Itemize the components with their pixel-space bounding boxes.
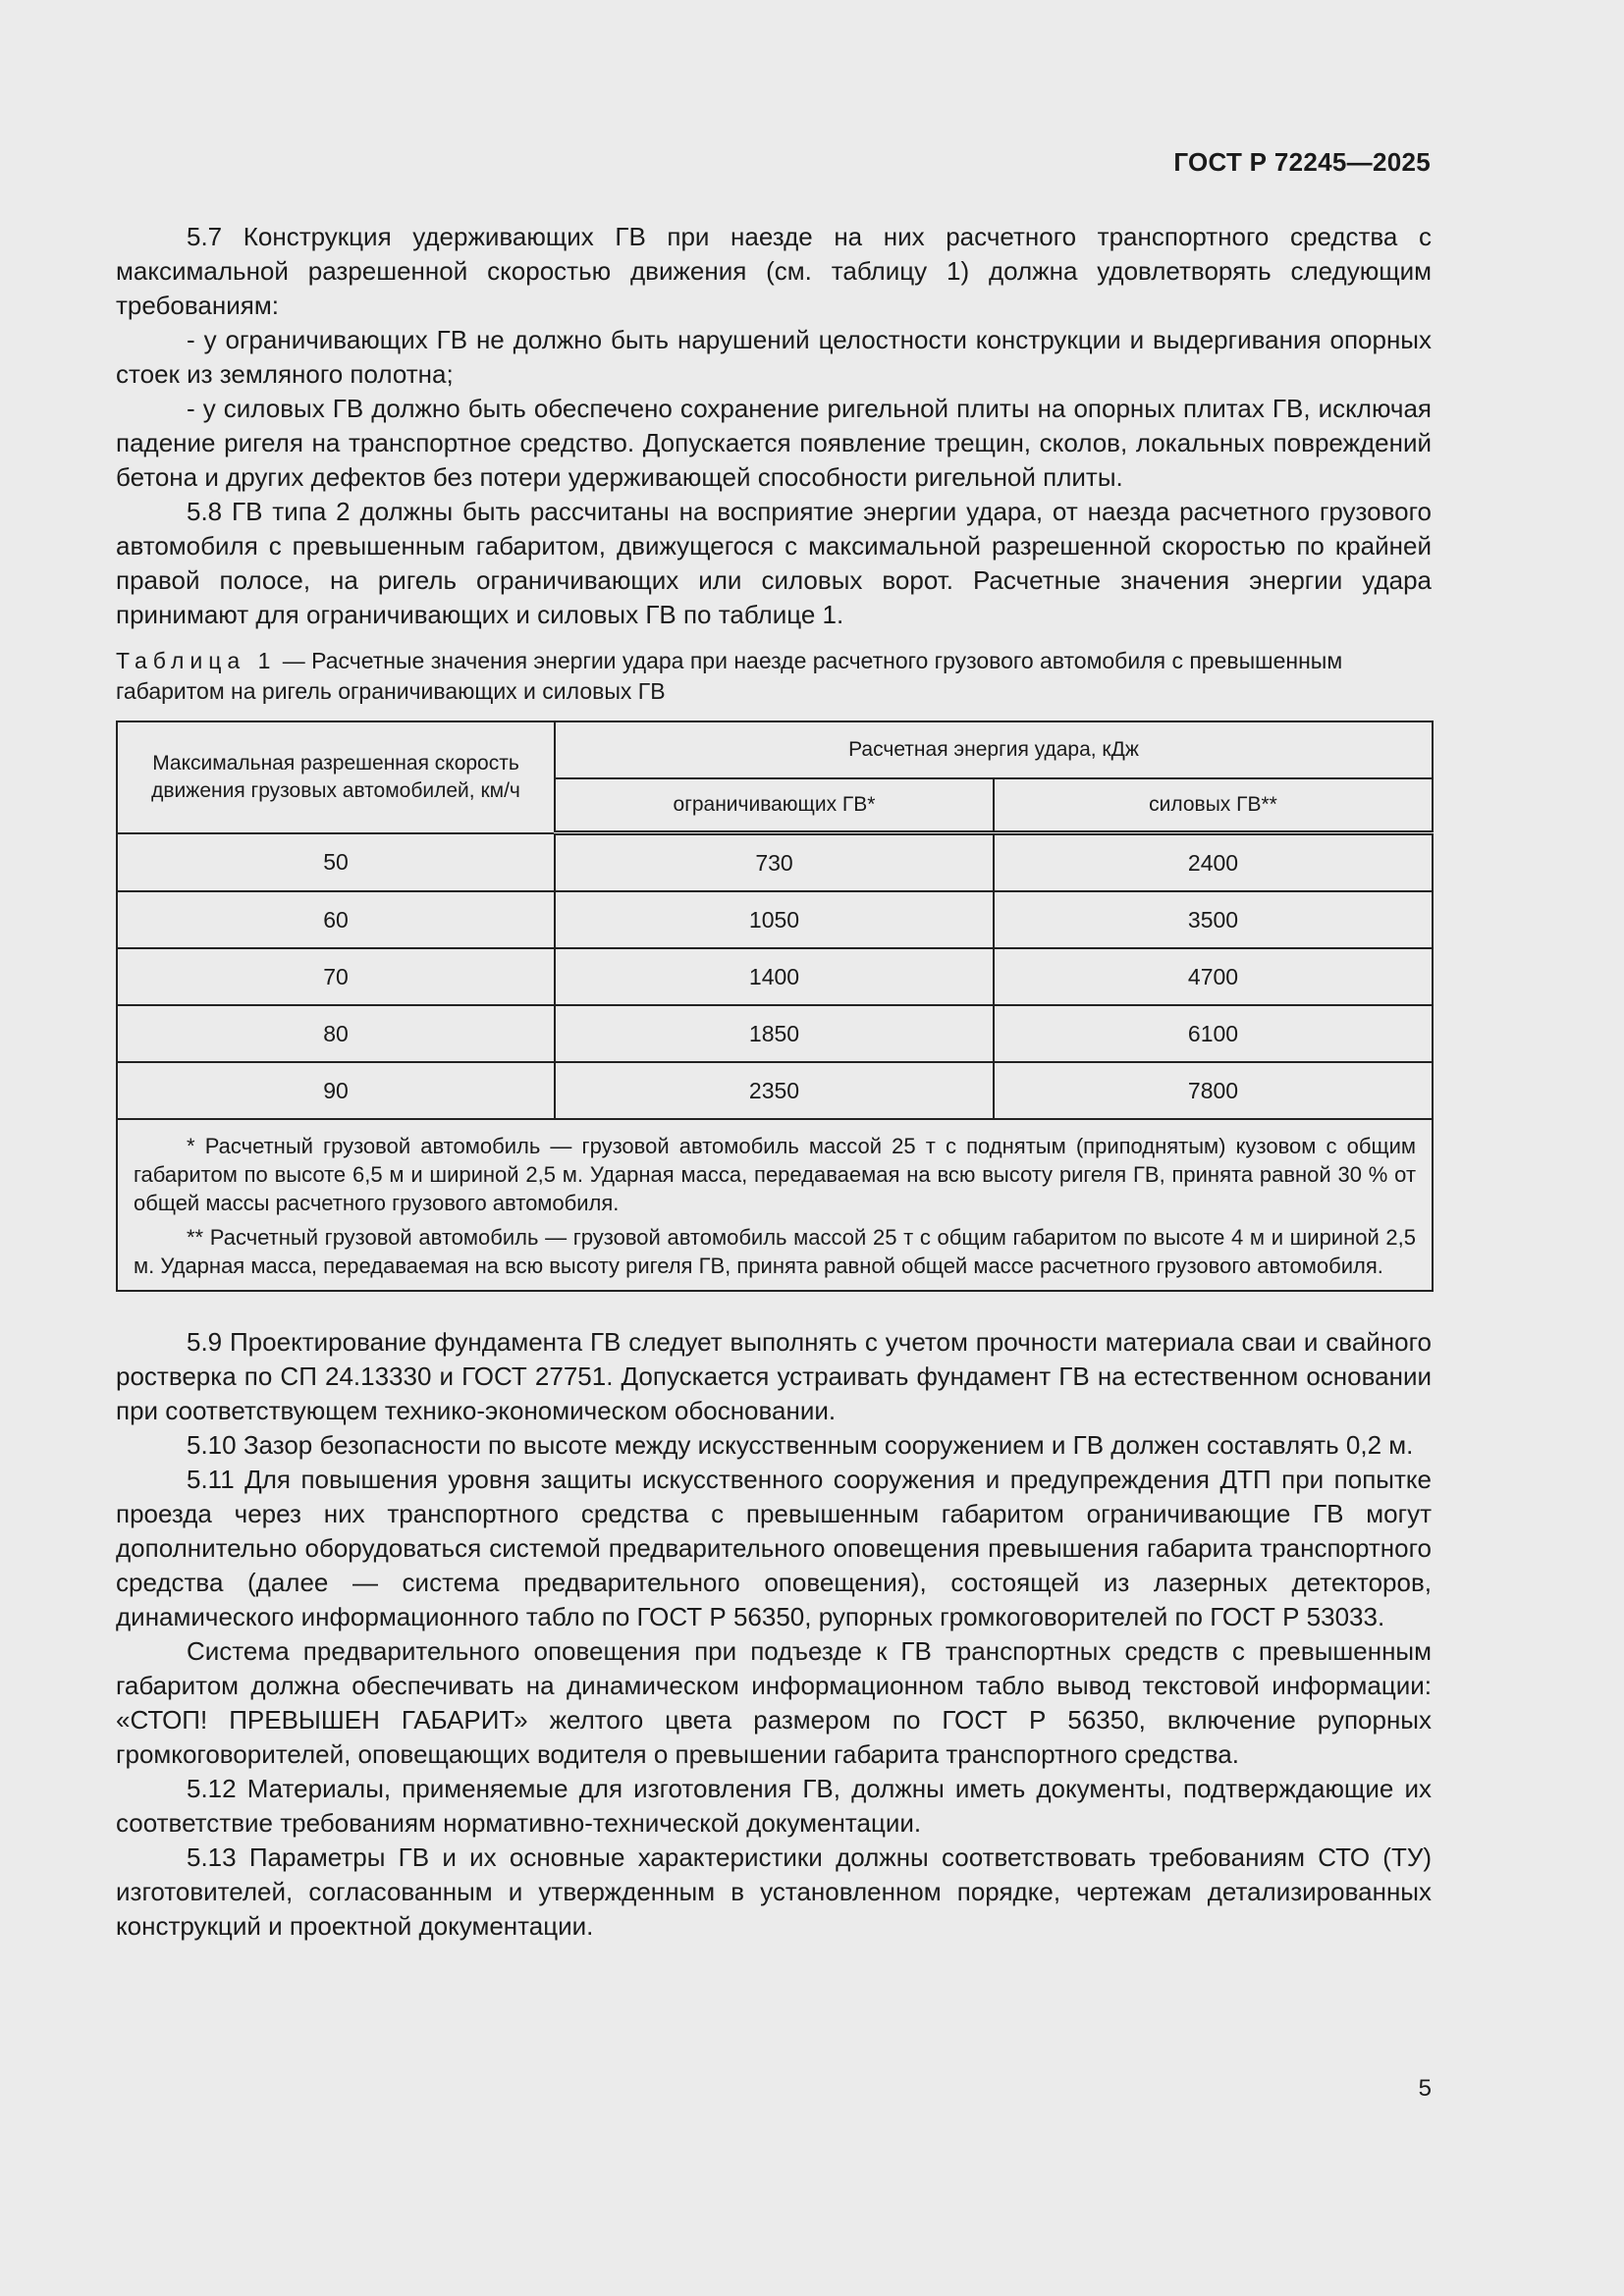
cell-speed: 50 bbox=[117, 833, 555, 892]
column-header-speed: Максимальная разрешенная скорость движения грузовых автомобилей, км/ч bbox=[117, 721, 555, 833]
table-caption bbox=[116, 646, 1432, 707]
cell-speed: 90 bbox=[117, 1062, 555, 1119]
paragraph-5-13: 5.13 Параметры ГВ и их основные характеристики должны соответствовать требованиям СТО (ТУ) изготовителей, согласованным и утвержденным в установленном порядке, чертежам детализированных конструкций и проектной документации. bbox=[116, 1842, 1432, 1941]
paragraph-5-11: 5.11 Для повышения уровня защиты искусственного сооружения и предупреждения ДТП при попытке проезда через них транспортного средства с превышенным габаритом ограничивающие ГВ могут дополнительно оборудоваться системой предварительного оповещения превышения габарита транспортного средства (далее — система предварительного оповещения), состоящей из лазерных детекторов, динамического информационного табло по ГОСТ Р 56350, рупорных громкоговорителей по ГОСТ Р 53033. bbox=[116, 1465, 1432, 1631]
table-row bbox=[117, 1005, 1433, 1062]
page-number: 5 bbox=[1418, 2075, 1432, 2102]
cell-speed: 70 bbox=[117, 948, 555, 1005]
cell-power: 2400 bbox=[994, 833, 1433, 892]
cell-limiting: 1400 bbox=[555, 948, 994, 1005]
impact-energy-table bbox=[116, 721, 1434, 1292]
table-row bbox=[117, 1062, 1433, 1119]
cell-limiting: 1850 bbox=[555, 1005, 994, 1062]
cell-power: 3500 bbox=[994, 891, 1433, 948]
cell-limiting: 1050 bbox=[555, 891, 994, 948]
list-item-power-gates: - у силовых ГВ должно быть обеспечено сохранение ригельной плиты на опорных плитах ГВ, исключая падение ригеля на транспортное средство. Допускается появление трещин, сколов, локальных повреждений бетона и других дефектов без потери удерживающей способности ригельной плиты. bbox=[116, 394, 1432, 492]
section-after-table bbox=[116, 1325, 1432, 1944]
cell-power: 6100 bbox=[994, 1005, 1433, 1062]
cell-limiting: 730 bbox=[555, 833, 994, 892]
table-notes-row bbox=[117, 1119, 1433, 1291]
paragraph-warning-system: Система предварительного оповещения при подъезде к ГВ транспортных средств с превышенным габаритом должна обеспечивать на динамическом информационном табло вывод текстовой информации: «СТОП! ПРЕВЫШЕН ГАБАРИТ» желтого цвета размером по ГОСТ Р 56350, включение рупорных громкоговорителей, оповещающих водителя о превышении габарита транспортного средства. bbox=[116, 1636, 1432, 1769]
cell-speed: 60 bbox=[117, 891, 555, 948]
list-item-limiting-gates: - у ограничивающих ГВ не должно быть нарушений целостности конструкции и выдергивания опорных стоек из земляного полотна; bbox=[116, 325, 1432, 389]
paragraph-5-9: 5.9 Проектирование фундамента ГВ следует выполнять с учетом прочности материала сваи и свайного ростверка по СП 24.13330 и ГОСТ 27751. Допускается устраивать фундамент ГВ на естественном основании при соответствующем технико-экономическом обосновании. bbox=[116, 1327, 1432, 1425]
cell-power: 4700 bbox=[994, 948, 1433, 1005]
table-caption-text: — Расчетные значения энергии удара при наезде расчетного грузового автомобиля с превышенным габаритом на ригель ограничивающих и силовых ГВ bbox=[116, 648, 1343, 704]
column-header-energy: Расчетная энергия удара, кДж bbox=[555, 721, 1433, 778]
footnote-double-asterisk: ** Расчетный грузовой автомобиль — грузовой автомобиль массой 25 т с общим габаритом по высоте 4 м и шириной 2,5 м. Ударная масса, передаваемая на всю высоту ригеля ГВ, принята равной общей массе расчетного грузового автомобиля. bbox=[134, 1225, 1417, 1278]
footnote-single-asterisk: * Расчетный грузовой автомобиль — грузовой автомобиль массой 25 т с поднятым (приподнятым) кузовом с общим габаритом по высоте 6,5 м и шириной 2,5 м. Ударная масса, передаваемая на всю высоту ригеля ГВ, принята равной 30 % от общей массы расчетного грузового автомобиля. bbox=[134, 1134, 1417, 1215]
table-row bbox=[117, 891, 1433, 948]
table-row bbox=[117, 833, 1433, 892]
paragraph-5-7: 5.7 Конструкция удерживающих ГВ при наезде на них расчетного транспортного средства с максимальной разрешенной скоростью движения (см. таблицу 1) должна удовлетворять следующим требованиям: bbox=[116, 222, 1432, 320]
cell-speed: 80 bbox=[117, 1005, 555, 1062]
paragraph-5-12: 5.12 Материалы, применяемые для изготовления ГВ, должны иметь документы, подтверждающие их соответствие требованиям нормативно-технической документации. bbox=[116, 1774, 1432, 1838]
table-notes bbox=[117, 1119, 1433, 1291]
page-body bbox=[116, 220, 1432, 1944]
cell-limiting: 2350 bbox=[555, 1062, 994, 1119]
table-caption-label: Таблица 1 bbox=[116, 648, 277, 673]
table-row bbox=[117, 948, 1433, 1005]
document-code-header: ГОСТ Р 72245—2025 bbox=[1173, 147, 1431, 177]
cell-power: 7800 bbox=[994, 1062, 1433, 1119]
paragraph-5-10: 5.10 Зазор безопасности по высоте между искусственным сооружением и ГВ должен составлять 0,2 м. bbox=[187, 1430, 1414, 1460]
column-header-limiting: ограничивающих ГВ* bbox=[555, 778, 994, 833]
paragraph-5-8: 5.8 ГВ типа 2 должны быть рассчитаны на восприятие энергии удара, от наезда расчетного грузового автомобиля с превышенным габаритом, движущегося с максимальной разрешенной скоростью по крайней правой полосе, на ригель ограничивающих или силовых ворот. Расчетные значения энергии удара принимают для ограничивающих и силовых ГВ по таблице 1. bbox=[116, 497, 1432, 629]
column-header-power: силовых ГВ** bbox=[994, 778, 1433, 833]
